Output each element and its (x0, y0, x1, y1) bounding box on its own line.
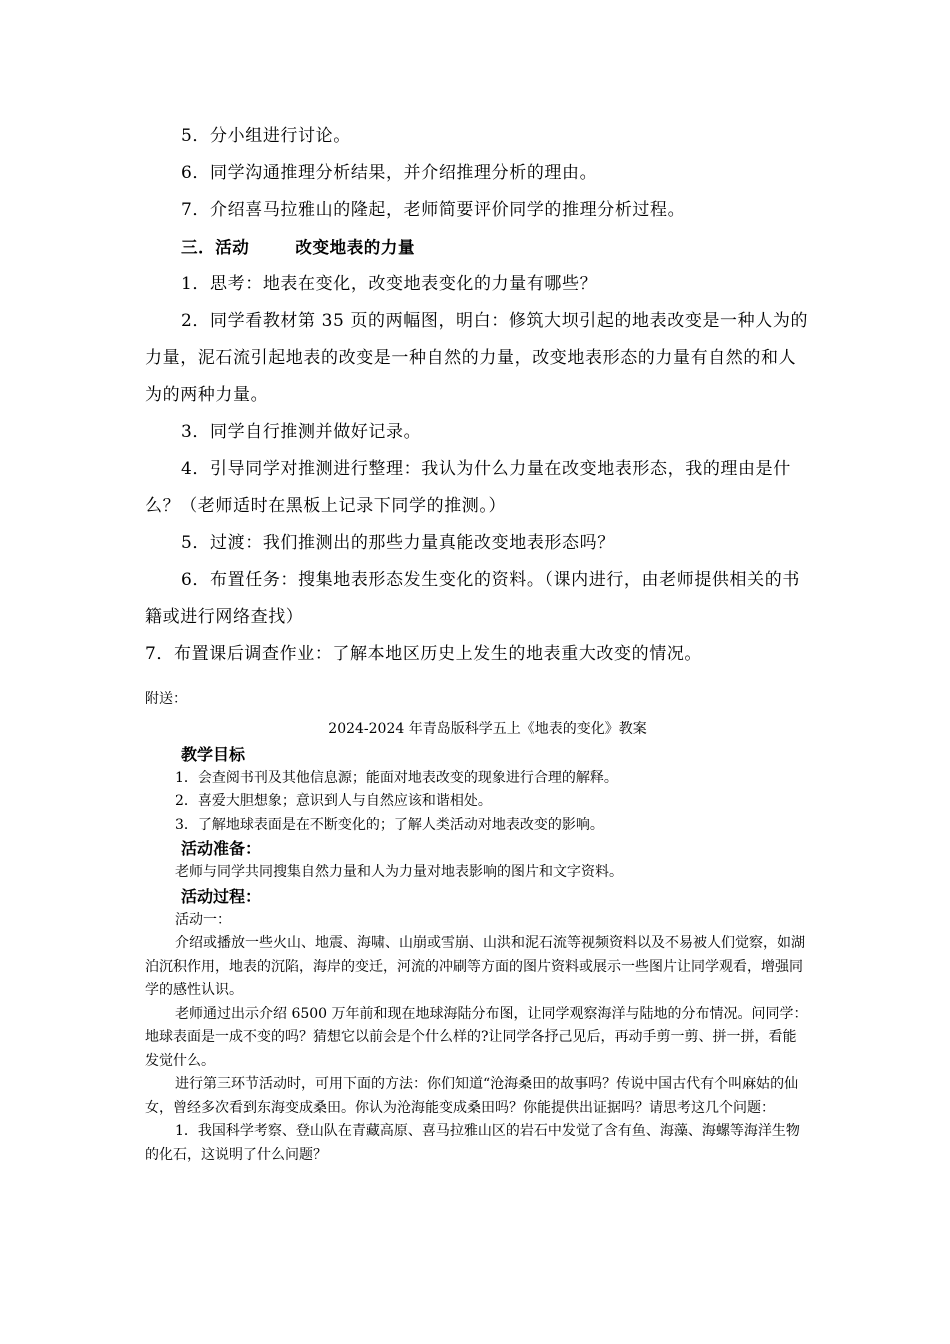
body-paragraph: 1．我国科学考察、登山队在青藏高原、喜马拉雅山区的岩石中发觉了含有鱼、海藻、海螺等海洋生物的化石，这说明了什么问题？ (145, 1123, 800, 1163)
process-heading: 活动过程： (181, 886, 262, 906)
step-paragraph: 2．同学看教材第 35 页的两幅图，明白：修筑大坝引起的地表改变是一种人为的力量，泥石流引起地表的改变是一种自然的力量，改变地表形态的力量有自然的和人为的两种力量。 (145, 311, 809, 405)
step-line: 5．过渡：我们推测出的那些力量真能改变地表形态吗？ (181, 533, 615, 553)
step-line: 3．同学自行推测并做好记录。 (181, 422, 422, 442)
body-paragraph: 介绍或播放一些火山、地震、海啸、山崩或雪崩、山洪和泥石流等视频资料以及不易被人们觉察，如湖泊沉积作用，地表的沉陷，海岸的变迁，河流的冲刷等方面的图片资料或展示一些图片让同学观看，增强同学的感性认识。 (145, 935, 805, 998)
goals-heading: 教学目标 (181, 744, 246, 764)
body-paragraph: 进行第三环节活动时，可用下面的方法：你们知道“沧海桑田的故事吗？传说中国古代有个叫麻姑的仙女，曾经多次看到东海变成桑田。你认为沧海能变成桑田吗？你能提供出证据吗？请思考这几个问题： (145, 1076, 799, 1116)
section-heading (145, 229, 810, 266)
step-line: 7．介绍喜马拉雅山的隆起，老师简要评价同学的推理分析过程。 (181, 200, 686, 220)
appendix-label: 附送： (145, 691, 187, 707)
section-number: 三．活动 (181, 238, 250, 257)
body-paragraph: 老师通过出示介绍 6500 万年前和现在地球海陆分布图，让同学观察海洋与陆地的分布情况。问同学：地球表面是一成不变的吗？猜想它以前会是个什么样的?让同学各抒己见后，再动手剪一剪、拼一拼，看能发觉什么。 (145, 1005, 808, 1069)
step-line: 1．思考：地表在变化，改变地表变化的力量有哪些？ (181, 274, 598, 294)
lesson-plan-title: 2024-2024 年青岛版科学五上《地表的变化》教案 (328, 721, 647, 737)
prep-heading: 活动准备： (181, 839, 262, 858)
step-paragraph: 6．布置任务：搜集地表形态发生变化的资料。（课内进行，由老师提供相关的书籍或进行网络查找） (145, 570, 800, 627)
goal-item: 3．了解地球表面是在不断变化的；了解人类活动对地表改变的影响。 (175, 816, 604, 833)
prep-text: 老师与同学共同搜集自然力量和人为力量对地表影响的图片和文字资料。 (175, 864, 623, 880)
step-line: 5．分小组进行讨论。 (181, 126, 351, 146)
lesson-plan-section (145, 718, 810, 1167)
step-line: 7．布置课后调查作业：了解本地区历史上发生的地表重大改变的情况。 (145, 644, 703, 664)
activity-label: 活动一： (175, 911, 231, 928)
goal-item: 2．喜爱大胆想象；意识到人与自然应该和谐相处。 (175, 793, 492, 809)
lesson-steps-section (145, 118, 810, 673)
step-line: 6．同学沟通推理分析结果，并介绍推理分析的理由。 (181, 163, 598, 183)
section-title: 改变地表的力量 (295, 238, 416, 257)
step-paragraph: 4．引导同学对推测进行整理：我认为什么力量在改变地表形态，我的理由是什么？（老师适时在黑板上记录下同学的推测。） (145, 459, 791, 516)
goal-item: 1．会查阅书刊及其他信息源；能面对地表改变的现象进行合理的解释。 (175, 769, 618, 786)
